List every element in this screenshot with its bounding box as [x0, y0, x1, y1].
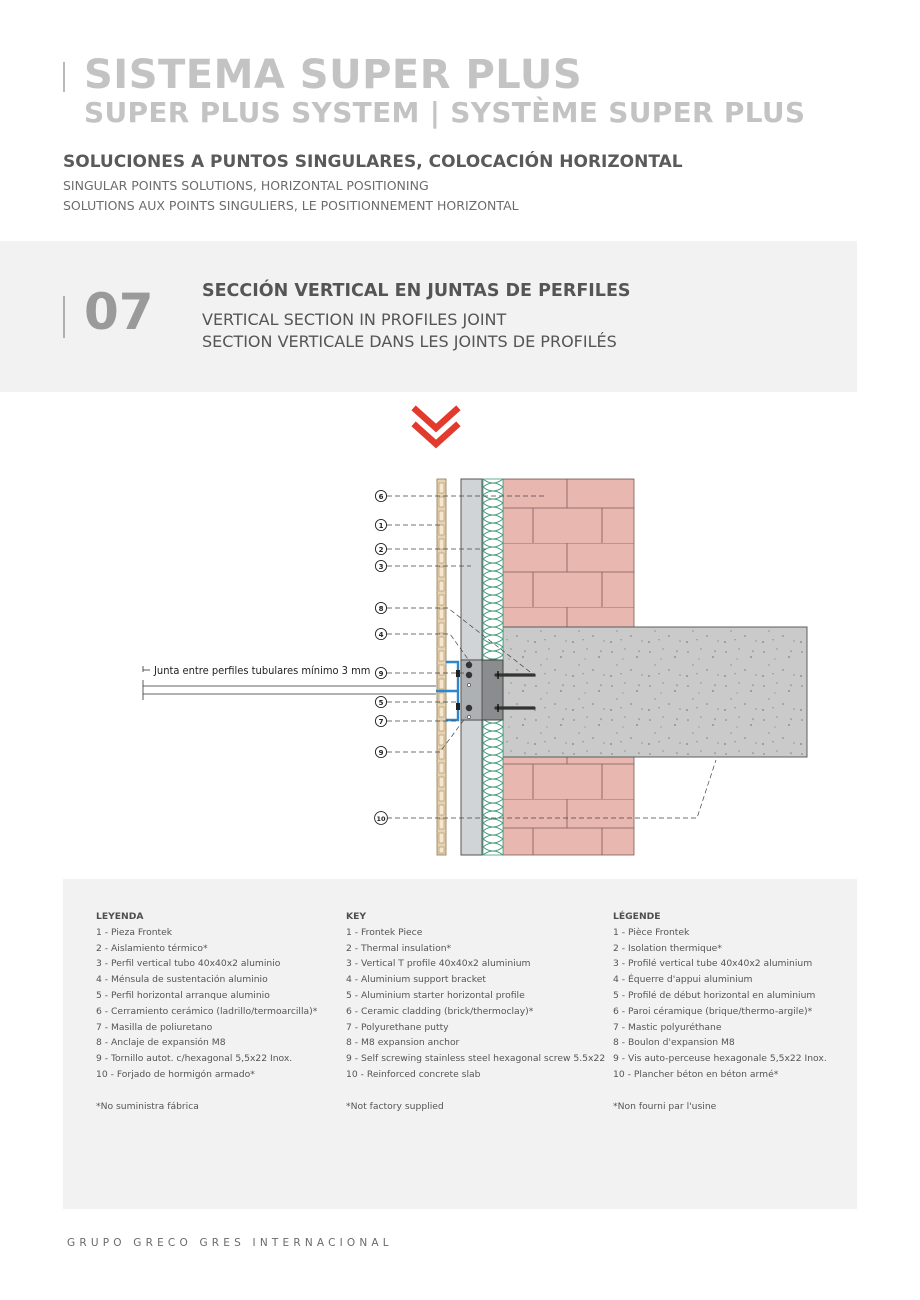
callout-5	[375, 696, 386, 707]
legend-item: 9 - Vis auto-perceuse hexagonale 5,5x22 Inox.	[613, 1053, 827, 1065]
legend-heading: LÉGENDE	[613, 911, 661, 922]
callout-label: 2	[378, 546, 384, 554]
legend-heading: KEY	[346, 911, 367, 922]
callout-label: 7	[378, 718, 384, 726]
legend-item: 4 - Ménsula de sustentación aluminio	[96, 974, 268, 986]
legend-item: 7 - Polyurethane putty	[346, 1021, 449, 1033]
legend-item: 2 - Aislamiento térmico*	[96, 942, 208, 954]
section-title-en: VERTICAL SECTION IN PROFILES JOINT	[202, 310, 507, 329]
legend-item: 8 - Boulon d'expansion M8	[613, 1037, 735, 1049]
legend-item: 10 - Forjado de hormigón armado*	[96, 1068, 255, 1080]
concrete-slab	[503, 627, 807, 757]
callout-label: 10	[376, 815, 386, 823]
callout-1	[375, 519, 386, 530]
legend-note: *Not factory supplied	[346, 1100, 444, 1112]
callout-9-lower	[375, 746, 386, 757]
legend-item: 7 - Masilla de poliuretano	[96, 1021, 213, 1033]
section-number: 07	[84, 283, 154, 341]
page-title-translations: SUPER PLUS SYSTEM | SYSTÈME SUPER PLUS	[84, 96, 806, 129]
callout-8	[375, 602, 386, 613]
legend-item: 2 - Thermal insulation*	[346, 942, 452, 954]
legend-en	[346, 909, 605, 1114]
legend-item: 10 - Plancher béton en béton armé*	[613, 1068, 779, 1080]
legend-item: 1 - Pièce Frontek	[613, 926, 690, 938]
callout-label: 5	[378, 699, 384, 707]
legend-item: 5 - Aluminium starter horizontal profile	[346, 989, 525, 1001]
legend-item: 3 - Perfil vertical tubo 40x40x2 aluminio	[96, 958, 281, 970]
legend-item: 1 - Pieza Frontek	[96, 926, 173, 938]
section-header	[0, 241, 857, 392]
callout-6	[375, 490, 386, 501]
title-accent-bar	[63, 62, 65, 92]
footer-company: GRUPO GRECO GRES INTERNACIONAL	[67, 1237, 393, 1249]
callout-3	[375, 560, 386, 571]
legend-item: 6 - Paroi céramique (brique/thermo-argile)*	[613, 1005, 813, 1017]
bracket-plate	[461, 660, 482, 720]
callout-label: 3	[378, 563, 384, 571]
legend-item: 2 - Isolation thermique*	[613, 942, 722, 954]
callout-4	[375, 628, 386, 639]
callout-2	[375, 543, 386, 554]
ceramic-wall-upper	[503, 479, 634, 627]
callout-label: 9	[378, 670, 384, 678]
callout-9-upper	[375, 667, 386, 678]
subtitle-en: SINGULAR POINTS SOLUTIONS, HORIZONTAL POSITIONING	[63, 178, 429, 193]
legend-panel	[63, 879, 857, 1209]
legend-item: 4 - Aluminium support bracket	[346, 974, 486, 986]
legend-item: 10 - Reinforced concrete slab	[346, 1068, 481, 1080]
legend-item: 7 - Mastic polyuréthane	[613, 1021, 722, 1033]
section-accent-bar	[63, 296, 65, 338]
legend-note: *Non fourni par l'usine	[613, 1100, 717, 1112]
legend-heading: LEYENDA	[96, 911, 144, 922]
callout-label: 6	[378, 493, 384, 501]
legend-item: 3 - Profilé vertical tube 40x40x2 aluminium	[613, 958, 813, 970]
legend-es	[96, 909, 317, 1114]
legend-item: 5 - Perfil horizontal arranque aluminio	[96, 989, 270, 1001]
section-drawing	[0, 395, 920, 865]
legend-item: 5 - Profilé de début horizontal en aluminium	[613, 989, 816, 1001]
legend-fr	[613, 909, 827, 1114]
legend-item: 4 - Équerre d'appui aluminium	[613, 974, 753, 986]
chevron-down-icon	[416, 410, 456, 444]
legend-item: 8 - Anclaje de expansión M8	[96, 1037, 226, 1049]
callout-label: 9	[378, 749, 384, 757]
legend-item: 6 - Cerramiento cerámico (ladrillo/termoarcilla)*	[96, 1005, 318, 1017]
legend-item: 9 - Tornillo autot. c/hexagonal 5,5x22 Inox.	[96, 1053, 293, 1065]
ceramic-wall-lower	[503, 757, 634, 855]
joint-note: Junta entre perfiles tubulares mínimo 3 mm	[154, 664, 371, 677]
callout-10	[375, 812, 388, 825]
legend-item: 8 - M8 expansion anchor	[346, 1037, 460, 1049]
legend-note: *No suministra fábrica	[96, 1100, 199, 1112]
section-title-fr: SECTION VERTICALE DANS LES JOINTS DE PROFILÉS	[202, 332, 617, 351]
legend-item: 9 - Self screwing stainless steel hexagonal screw 5.5x22	[346, 1053, 606, 1065]
callout-label: 8	[378, 605, 384, 613]
page-title: SISTEMA SUPER PLUS	[84, 52, 583, 98]
legend-item: 1 - Frontek Piece	[346, 926, 423, 938]
callout-7	[375, 715, 386, 726]
legend-item: 3 - Vertical T profile 40x40x2 aluminium	[346, 958, 531, 970]
subtitle-fr: SOLUTIONS AUX POINTS SINGULIERS, LE POSITIONNEMENT HORIZONTAL	[63, 198, 519, 213]
legend-item: 6 - Ceramic cladding (brick/thermoclay)*	[346, 1005, 534, 1017]
subtitle-es: SOLUCIONES A PUNTOS SINGULARES, COLOCACIÓN HORIZONTAL	[63, 152, 683, 172]
callout-label: 4	[378, 631, 384, 639]
section-title-es: SECCIÓN VERTICAL EN JUNTAS DE PERFILES	[202, 281, 631, 301]
callout-label: 1	[378, 522, 384, 530]
